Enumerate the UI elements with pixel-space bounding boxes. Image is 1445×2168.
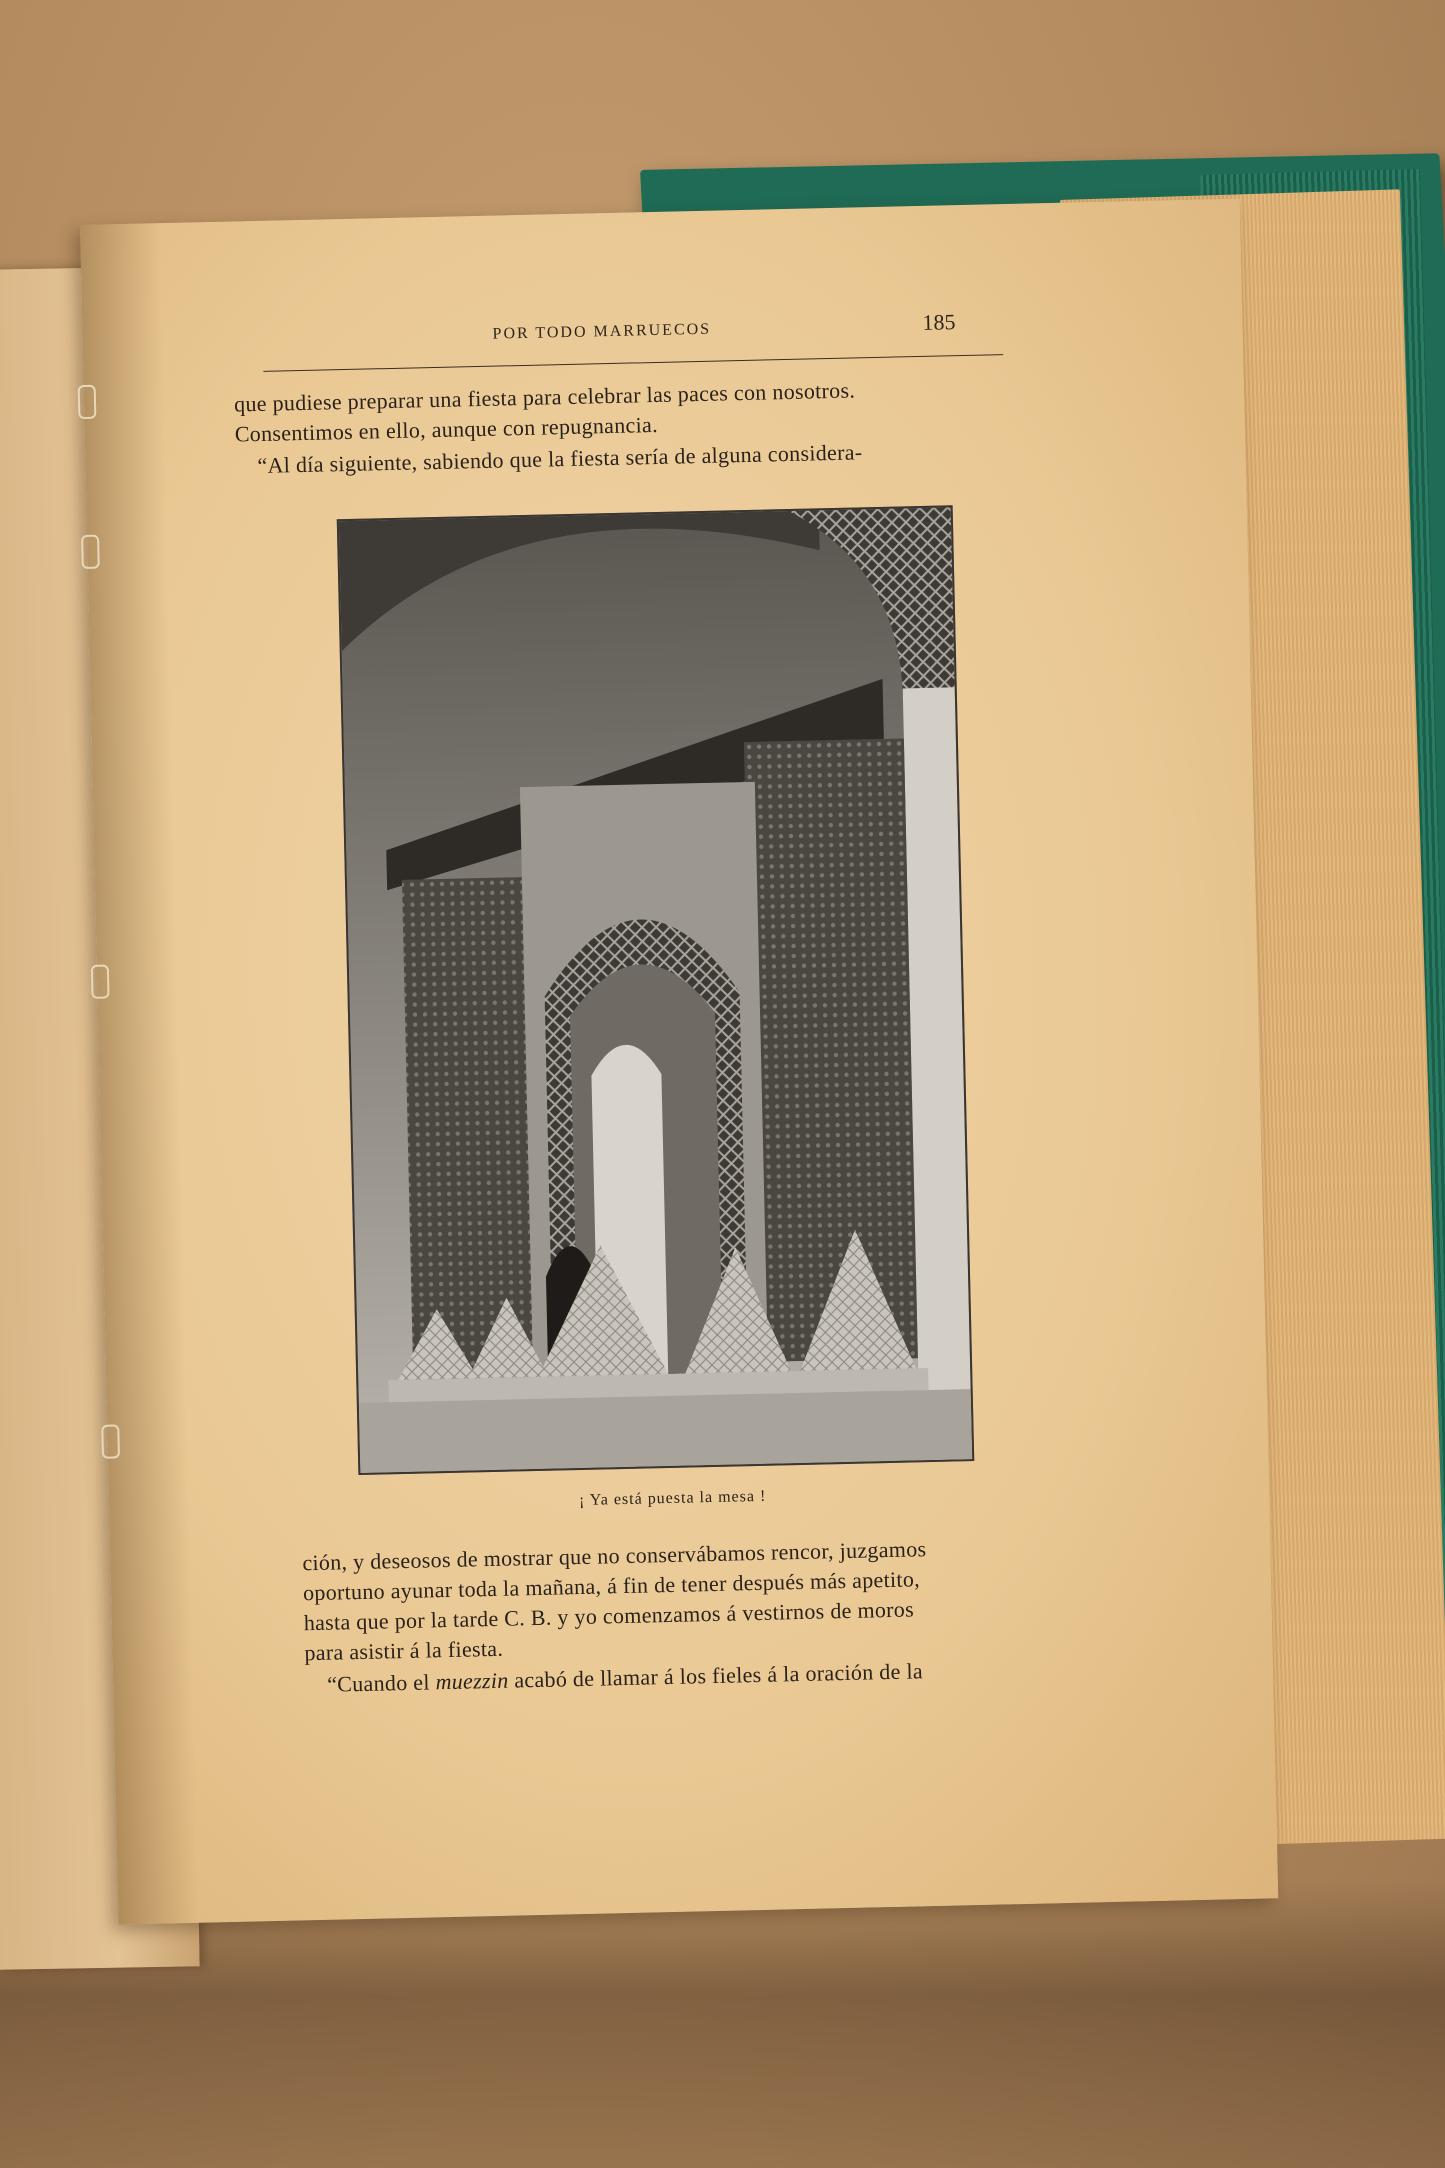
text-fragment: “Cuando el [326,1669,436,1697]
text-line: para asistir á la fiesta. [304,1635,504,1666]
text-line: oportuno ayunar toda la mañana, á fin de tener después más apetito, [302,1566,921,1606]
binding-stitch [78,385,97,419]
text-line: que pudiese preparar una fiesta para celebrar las paces con nosotros. [233,377,856,417]
binding-stitch [81,535,100,569]
text-fragment: acabó de llamar á los fieles á la oración de la [508,1658,924,1693]
binding-stitch [91,965,110,999]
running-head: POR TODO MARRUECOS [492,320,712,343]
text-line: “Al día siguiente, sabiendo que la fiesta sería de alguna considera- [257,439,863,479]
right-page [80,199,1278,1925]
halftone-illustration [337,505,975,1475]
figure-caption: ¡ Ya está puesta la mesa ! [578,1487,767,1510]
header-rule [263,354,1003,372]
page-number: 185 [922,309,956,335]
binding-stitch [101,1424,120,1458]
book-shadow [0,1880,1445,2168]
italic-word: muezzin [435,1667,509,1695]
text-line-with-italic [327,1658,923,1698]
text-line: ción, y deseosos de mostrar que no conservábamos rencor, juzgamos [302,1536,927,1576]
architecture-illustration [339,507,972,1473]
text-line: hasta que por la tarde C. B. y yo comenzamos á vestirnos de moros [303,1596,915,1636]
text-line: Consentimos en ello, aunque con repugnancia. [234,411,659,447]
